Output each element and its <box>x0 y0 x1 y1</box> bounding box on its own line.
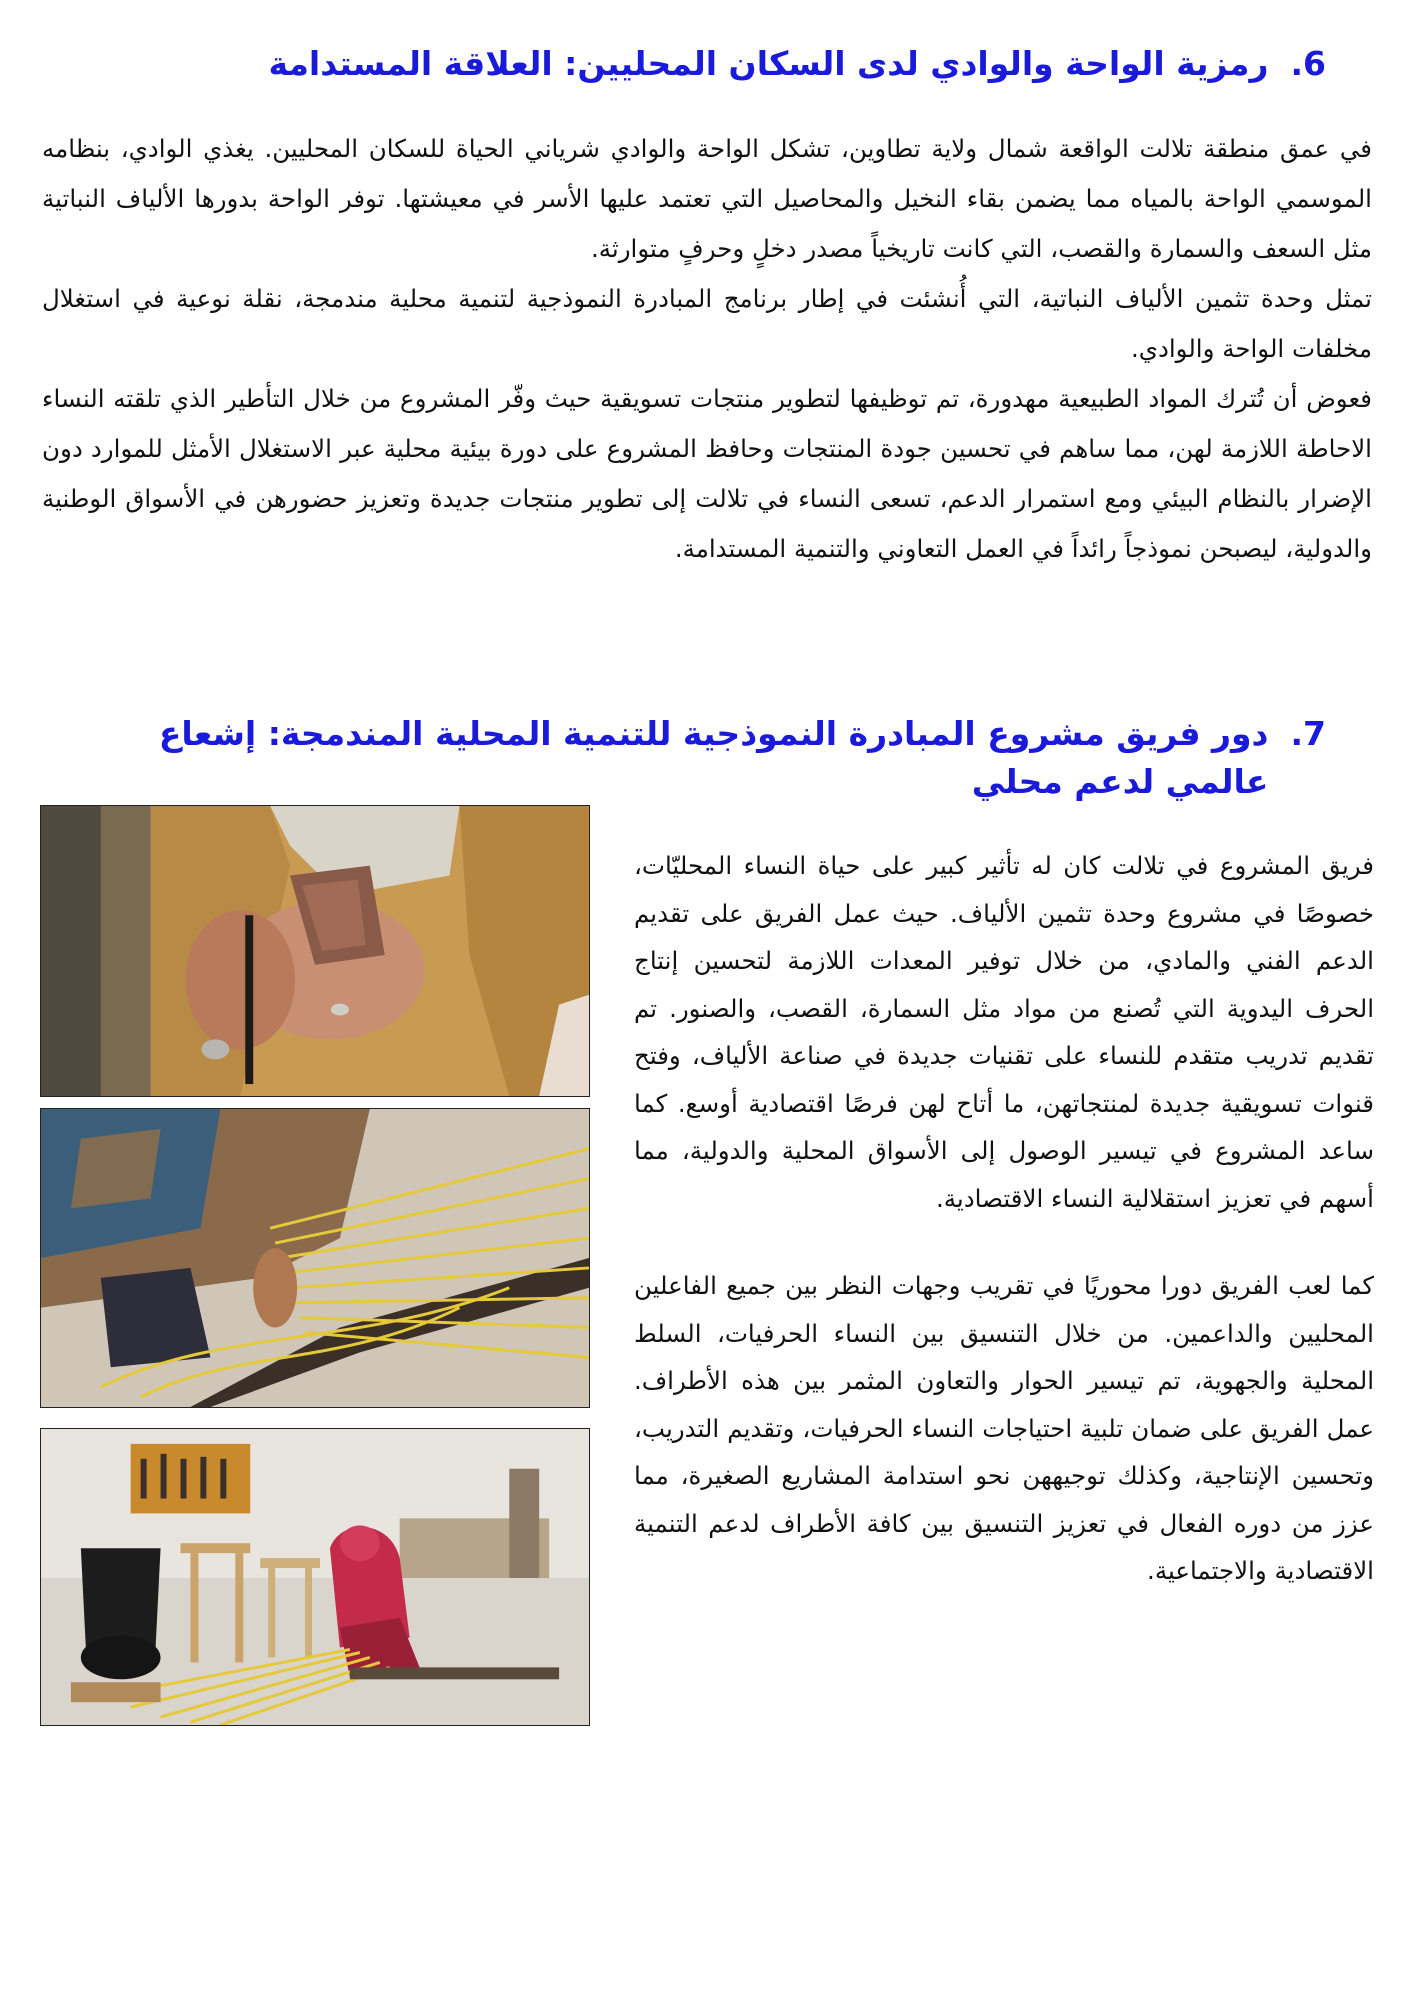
photo-weaving-frame <box>40 1108 590 1408</box>
section-7-heading <box>46 710 1326 806</box>
section-6-paragraph: في عمق منطقة تلالت الواقعة شمال ولاية تطاوين، تشكل الواحة والوادي شرياني الحياة للسكان المحليين. يغذي الوادي، بنظامه الموسمي الواحة بالمياه مما يضمن بقاء النخيل والمحاصيل التي تعتمد عليها الأسر في معيشتها. توفر الواحة بدورها الألياف النباتية مثل السعف والسمارة والقصب، التي كانت تاريخياً مصدر دخلٍ وحرفٍ متوارثة. <box>42 134 1372 263</box>
photo-workshop <box>40 1428 590 1726</box>
section-7-paragraph: كما لعب الفريق دورا محوريًا في تقريب وجهات النظر بين جميع الفاعلين المحليين والداعمين. من خلال التنسيق بين النساء الحرفيات، السلط المحلية والجهوية، تم تيسير الحوار والتعاون المثمر بين هذه الأطراف. عمل الفريق على ضمان تلبية احتياجات النساء الحرفيات، وتقديم التدريب، وتحسين الإنتاجية، وكذلك توجيههن نحو استدامة المشاريع الصغيرة، مما عزز من دوره الفعال في تعزيز التنسيق بين كافة الأطراف لدعم التنمية الاقتصادية والاجتماعية. <box>634 1271 1374 1585</box>
photo-artisan-hands <box>40 805 590 1097</box>
section-6-number: 6. <box>1290 44 1326 83</box>
section-6-paragraph: فعوض أن تُترك المواد الطبيعية مهدورة، تم توظيفها لتطوير منتجات تسويقية حيث وفّر المشروع من خلال التأطير الذي تلقته النساء الاحاطة اللازمة لهن، مما ساهم في تحسين جودة المنتجات وحافظ المشروع على دورة بيئية محلية عبر الاستغلال الأمثل للموارد دون الإضرار بالنظام البيئي ومع استمرار الدعم، تسعى النساء في تلالت إلى تطوير منتجات جديدة وتعزيز حضورهن في الأسواق الوطنية والدولية، ليصبحن نموذجاً رائداً في العمل التعاوني والتنمية المستدامة. <box>42 384 1372 563</box>
photo-workshop-image <box>41 1429 589 1725</box>
photo-weaving-frame-image <box>41 1109 589 1407</box>
section-6-paragraph: تمثل وحدة تثمين الألياف النباتية، التي أُنشئت في إطار برنامج المبادرة النموذجية لتنمية محلية مندمجة، نقلة نوعية في استغلال مخلفات الواحة والوادي. <box>42 284 1372 363</box>
section-7-number: 7. <box>1290 714 1326 753</box>
section-6-title: رمزية الواحة والوادي لدى السكان المحليين: العلاقة المستدامة <box>268 44 1269 83</box>
section-7-title: دور فريق مشروع المبادرة النموذجية للتنمية المحلية المندمجة: إشعاع عالمي لدعم محلي <box>158 714 1269 801</box>
section-6-heading <box>126 40 1326 88</box>
photo-artisan-hands-image <box>41 806 589 1096</box>
section-7-body <box>634 842 1374 1595</box>
section-7-paragraph: فريق المشروع في تلالت كان له تأثير كبير على حياة النساء المحليّات، خصوصًا في مشروع وحدة تثمين الألياف. حيث عمل الفريق على تقديم الدعم الفني والمادي، من خلال توفير المعدات اللازمة لتحسين إنتاج الحرف اليدوية التي تُصنع من مواد مثل السمارة، القصب، والصنور. تم تقديم تدريب متقدم للنساء على تقنيات جديدة في صناعة الألياف، وفتح قنوات تسويقية جديدة لمنتجاتهن، ما أتاح لهن فرصًا اقتصادية أوسع. كما ساعد المشروع في تيسير الوصول إلى الأسواق المحلية والدولية، مما أسهم في تعزيز استقلالية النساء الاقتصادية. <box>634 851 1374 1213</box>
section-6-body <box>42 124 1372 574</box>
